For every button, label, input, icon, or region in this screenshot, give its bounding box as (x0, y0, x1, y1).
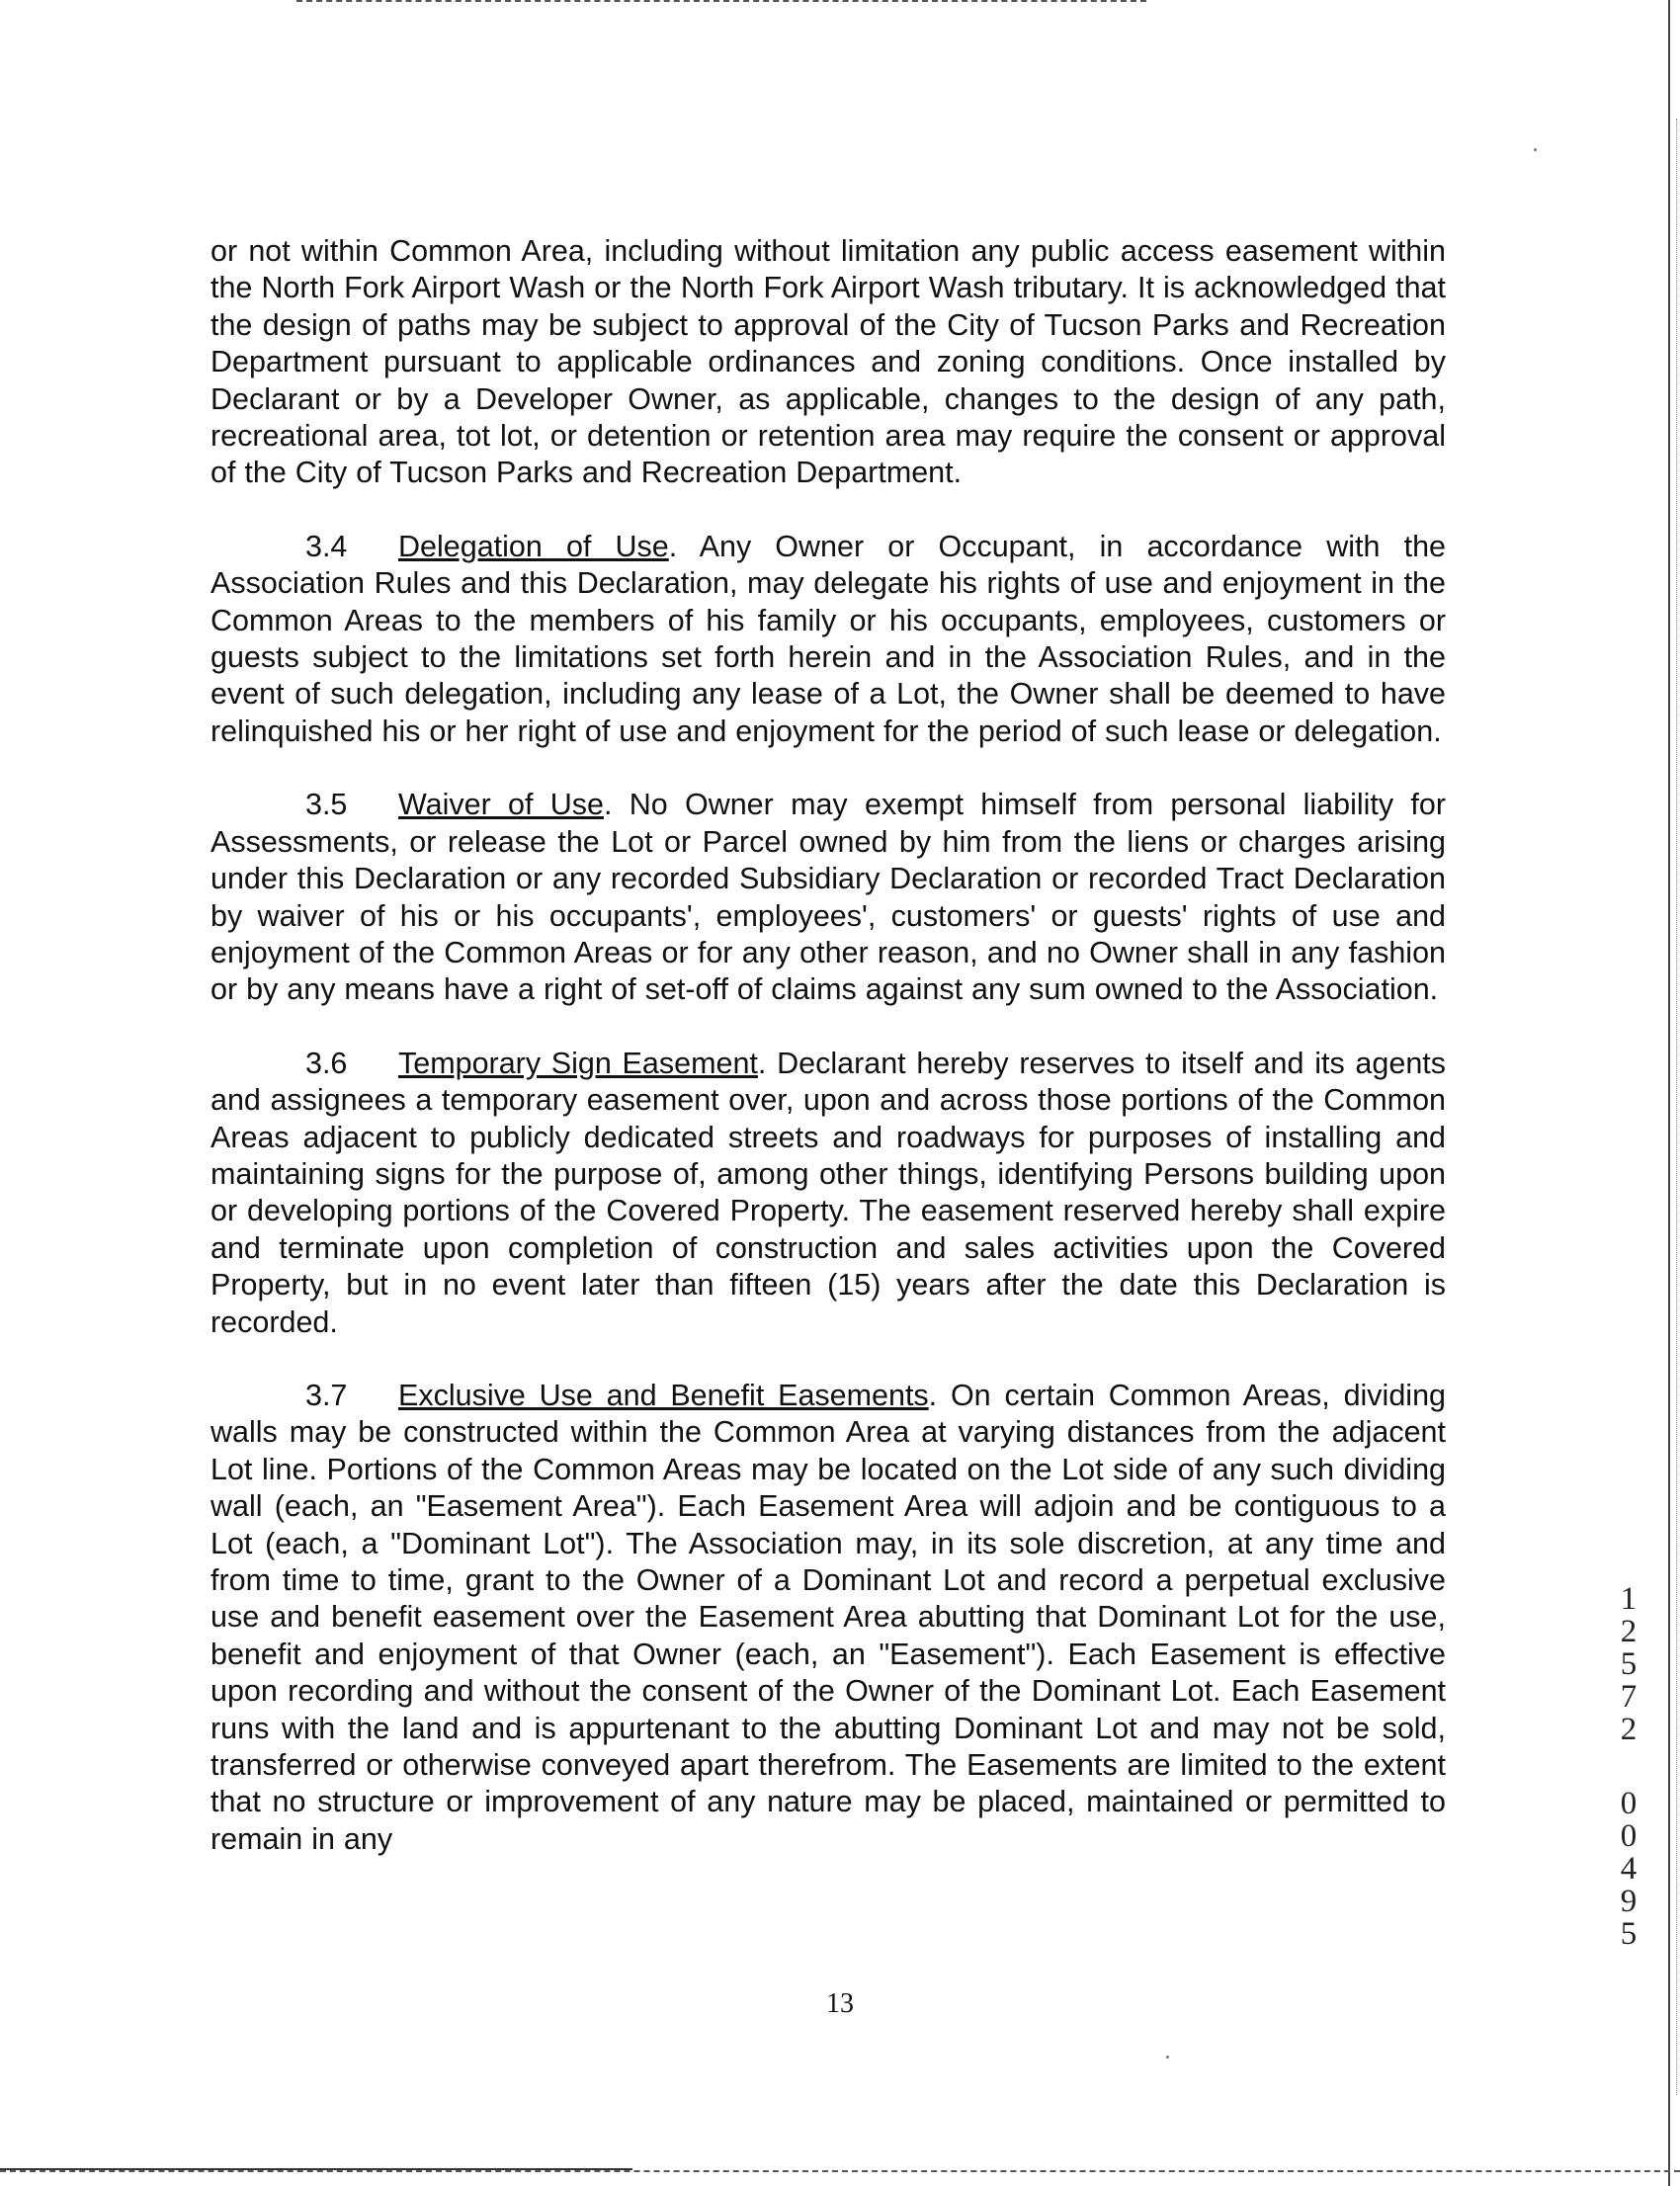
section-text: No Owner may exempt himself from personal liability for Assessments, or release the Lot or Parcel owned by him from the liens or charges arising under this Declaration or any recorded Subsidiary Declaration or recorded Tract Declaration by waiver of his or his occupants', employees', customers' or guests' rights of use and enjoyment of the Common Areas or for any other reason, and no Owner shall in any fashion or by any means have a right of set-off of claims against any sum owned to the Association. (210, 788, 1447, 1007)
stamp-digit: 0 (1620, 1818, 1638, 1854)
scan-artifact-top-edge (296, 0, 1146, 2)
stamp-digit: 9 (1620, 1884, 1638, 1919)
stamp-digit: 0 (1620, 1786, 1638, 1821)
document-body (210, 233, 1446, 1858)
section-heading: Temporary Sign Easement (398, 1046, 758, 1080)
paragraph-text: or not within Common Area, including without limitation any public access easement within the North Fork Airport Wash or the North Fork Airport Wash tributary. It is acknowledged that the design of paths may be subject to approval of the City of Tucson Parks and Recreation Department pursuant to applicable ordinances and zoning conditions. Once installed by Declarant or by a Developer Owner, as applicable, changes to the design of any path, recreational area, tot lot, or detention or retention area may require the consent or approval of the City of Tucson Parks and Recreation Department. (210, 234, 1446, 490)
section-number: 3.7 (305, 1378, 348, 1412)
stamp-digit: 2 (1620, 1712, 1638, 1747)
stamp-digit: 7 (1620, 1679, 1638, 1715)
section-3-4: 3.4 Delegation of Use. Any Owner or Occupant, in accordance with the Association Rules and this Declaration, may delegate his rights of use and enjoyment in the Common Areas to the members of his family or his occupants, employees, customers or guests subject to the limitations set forth herein and in the Association Rules, and in the event of such delegation, including any lease of a Lot, the Owner shall be deemed to have relinquished his or her right of use and enjoyment for the period of such lease or delegation. (210, 529, 1447, 748)
section-number: 3.6 (305, 1046, 348, 1080)
stamp-gap (1609, 1746, 1648, 1788)
section-3-7: 3.7 Exclusive Use and Benefit Easements. On certain Common Areas, dividing walls may be constructed within the Common Area at varying distances from the adjacent Lot line. Portions of the Common Areas may be located on the Lot side of any such dividing wall (each, an "Easement Area"). Each Easement Area will adjoin and be contiguous to a Lot (each, a "Dominant Lot"). The Association may, in its sole discretion, at any time and from time to time, grant to the Owner of a Dominant Lot and record a perpetual exclusive use and benefit easement over the Easement Area abutting that Dominant Lot for the use, benefit and enjoyment of that Owner (each, an "Easement"). Each Easement is effective upon recording and without the consent of the Owner of the Dominant Lot. Each Easement runs with the land and is appurtenant to the abutting Dominant Lot and may not be sold, transferred or otherwise conveyed apart therefrom. The Easements are limited to the extent that no structure or improvement of any nature may be placed, maintained or permitted to remain in any (210, 1378, 1447, 1856)
section-text: On certain Common Areas, dividing walls may be constructed within the Common Area at varying distances from the adjacent Lot line. Portions of the Common Areas may be located on the Lot side of any such dividing wall (each, an "Easement Area"). Each Easement Area will adjoin and be contiguous to a Lot (each, a "Dominant Lot"). The Association may, in its sole discretion, at any time and from time to time, grant to the Owner of a Dominant Lot and record a perpetual exclusive use and benefit easement over the Easement Area abutting that Dominant Lot for the use, benefit and enjoyment of that Owner (each, an "Easement"). Each Easement is effective upon recording and without the consent of the Owner of the Dominant Lot. Each Easement runs with the land and is appurtenant to the abutting Dominant Lot and may not be sold, transferred or otherwise conveyed apart therefrom. The Easements are limited to the extent that no structure or improvement of any nature may be placed, maintained or permitted to remain in any (210, 1378, 1447, 1856)
section-3-5: 3.5 Waiver of Use. No Owner may exempt himself from personal liability for Assessments, or release the Lot or Parcel owned by him from the liens or charges arising under this Declaration or any recorded Subsidiary Declaration or recorded Tract Declaration by waiver of his or his occupants', employees', customers' or guests' rights of use and enjoyment of the Common Areas or for any other reason, and no Owner shall in any fashion or by any means have a right of set-off of claims against any sum owned to the Association. (210, 788, 1447, 1007)
scan-artifact-bottom-edge (0, 2170, 1680, 2172)
scan-speck (1166, 2056, 1169, 2059)
stamp-digit: 5 (1620, 1916, 1638, 1952)
scan-artifact-right-edge (1668, 0, 1670, 2186)
section-text: Any Owner or Occupant, in accordance with the Association Rules and this Declaration, may delegate his rights of use and enjoyment in the Common Areas to the members of his family or his occupants, employees, customers or guests subject to the limitations set forth herein and in the Association Rules, and in the event of such delegation, including any lease of a Lot, the Owner shall be deemed to have relinquished his or her right of use and enjoyment for the period of such lease or delegation. (210, 529, 1447, 748)
page-number: 13 (826, 1988, 854, 2019)
paragraph-continuation (210, 233, 1446, 492)
stamp-digit: 5 (1620, 1646, 1638, 1682)
section-heading: Waiver of Use (398, 788, 604, 822)
section-heading: Exclusive Use and Benefit Easements (398, 1378, 929, 1412)
section-number: 3.5 (305, 788, 348, 822)
section-heading: Delegation of Use (398, 529, 669, 563)
recording-stamp (1609, 1583, 1648, 1951)
stamp-digit: 4 (1620, 1851, 1638, 1887)
section-text: Declarant hereby reserves to itself and its agents and assignees a temporary easement over, upon and across those portions of the Common Areas adjacent to publicly dedicated streets and roadways for purposes of installing and maintaining signs for the purpose of, among other things, identifying Persons building upon or developing portions of the Covered Property. The easement reserved hereby shall expire and terminate upon completion of construction and sales activities upon the Covered Property, but in no event later than fifteen (15) years after the date this Declaration is recorded. (210, 1046, 1447, 1339)
scan-speck (1534, 148, 1537, 151)
section-number: 3.4 (305, 529, 348, 563)
scan-artifact-right-dots (1676, 119, 1677, 2095)
stamp-digit: 1 (1620, 1581, 1638, 1617)
section-3-6: 3.6 Temporary Sign Easement. Declarant hereby reserves to itself and its agents and assignees a temporary easement over, upon and across those portions of the Common Areas adjacent to publicly dedicated streets and roadways for purposes of installing and maintaining signs for the purpose of, among other things, identifying Persons building upon or developing portions of the Covered Property. The easement reserved hereby shall expire and terminate upon completion of construction and sales activities upon the Covered Property, but in no event later than fifteen (15) years after the date this Declaration is recorded. (210, 1046, 1447, 1339)
stamp-digit: 2 (1620, 1614, 1638, 1649)
